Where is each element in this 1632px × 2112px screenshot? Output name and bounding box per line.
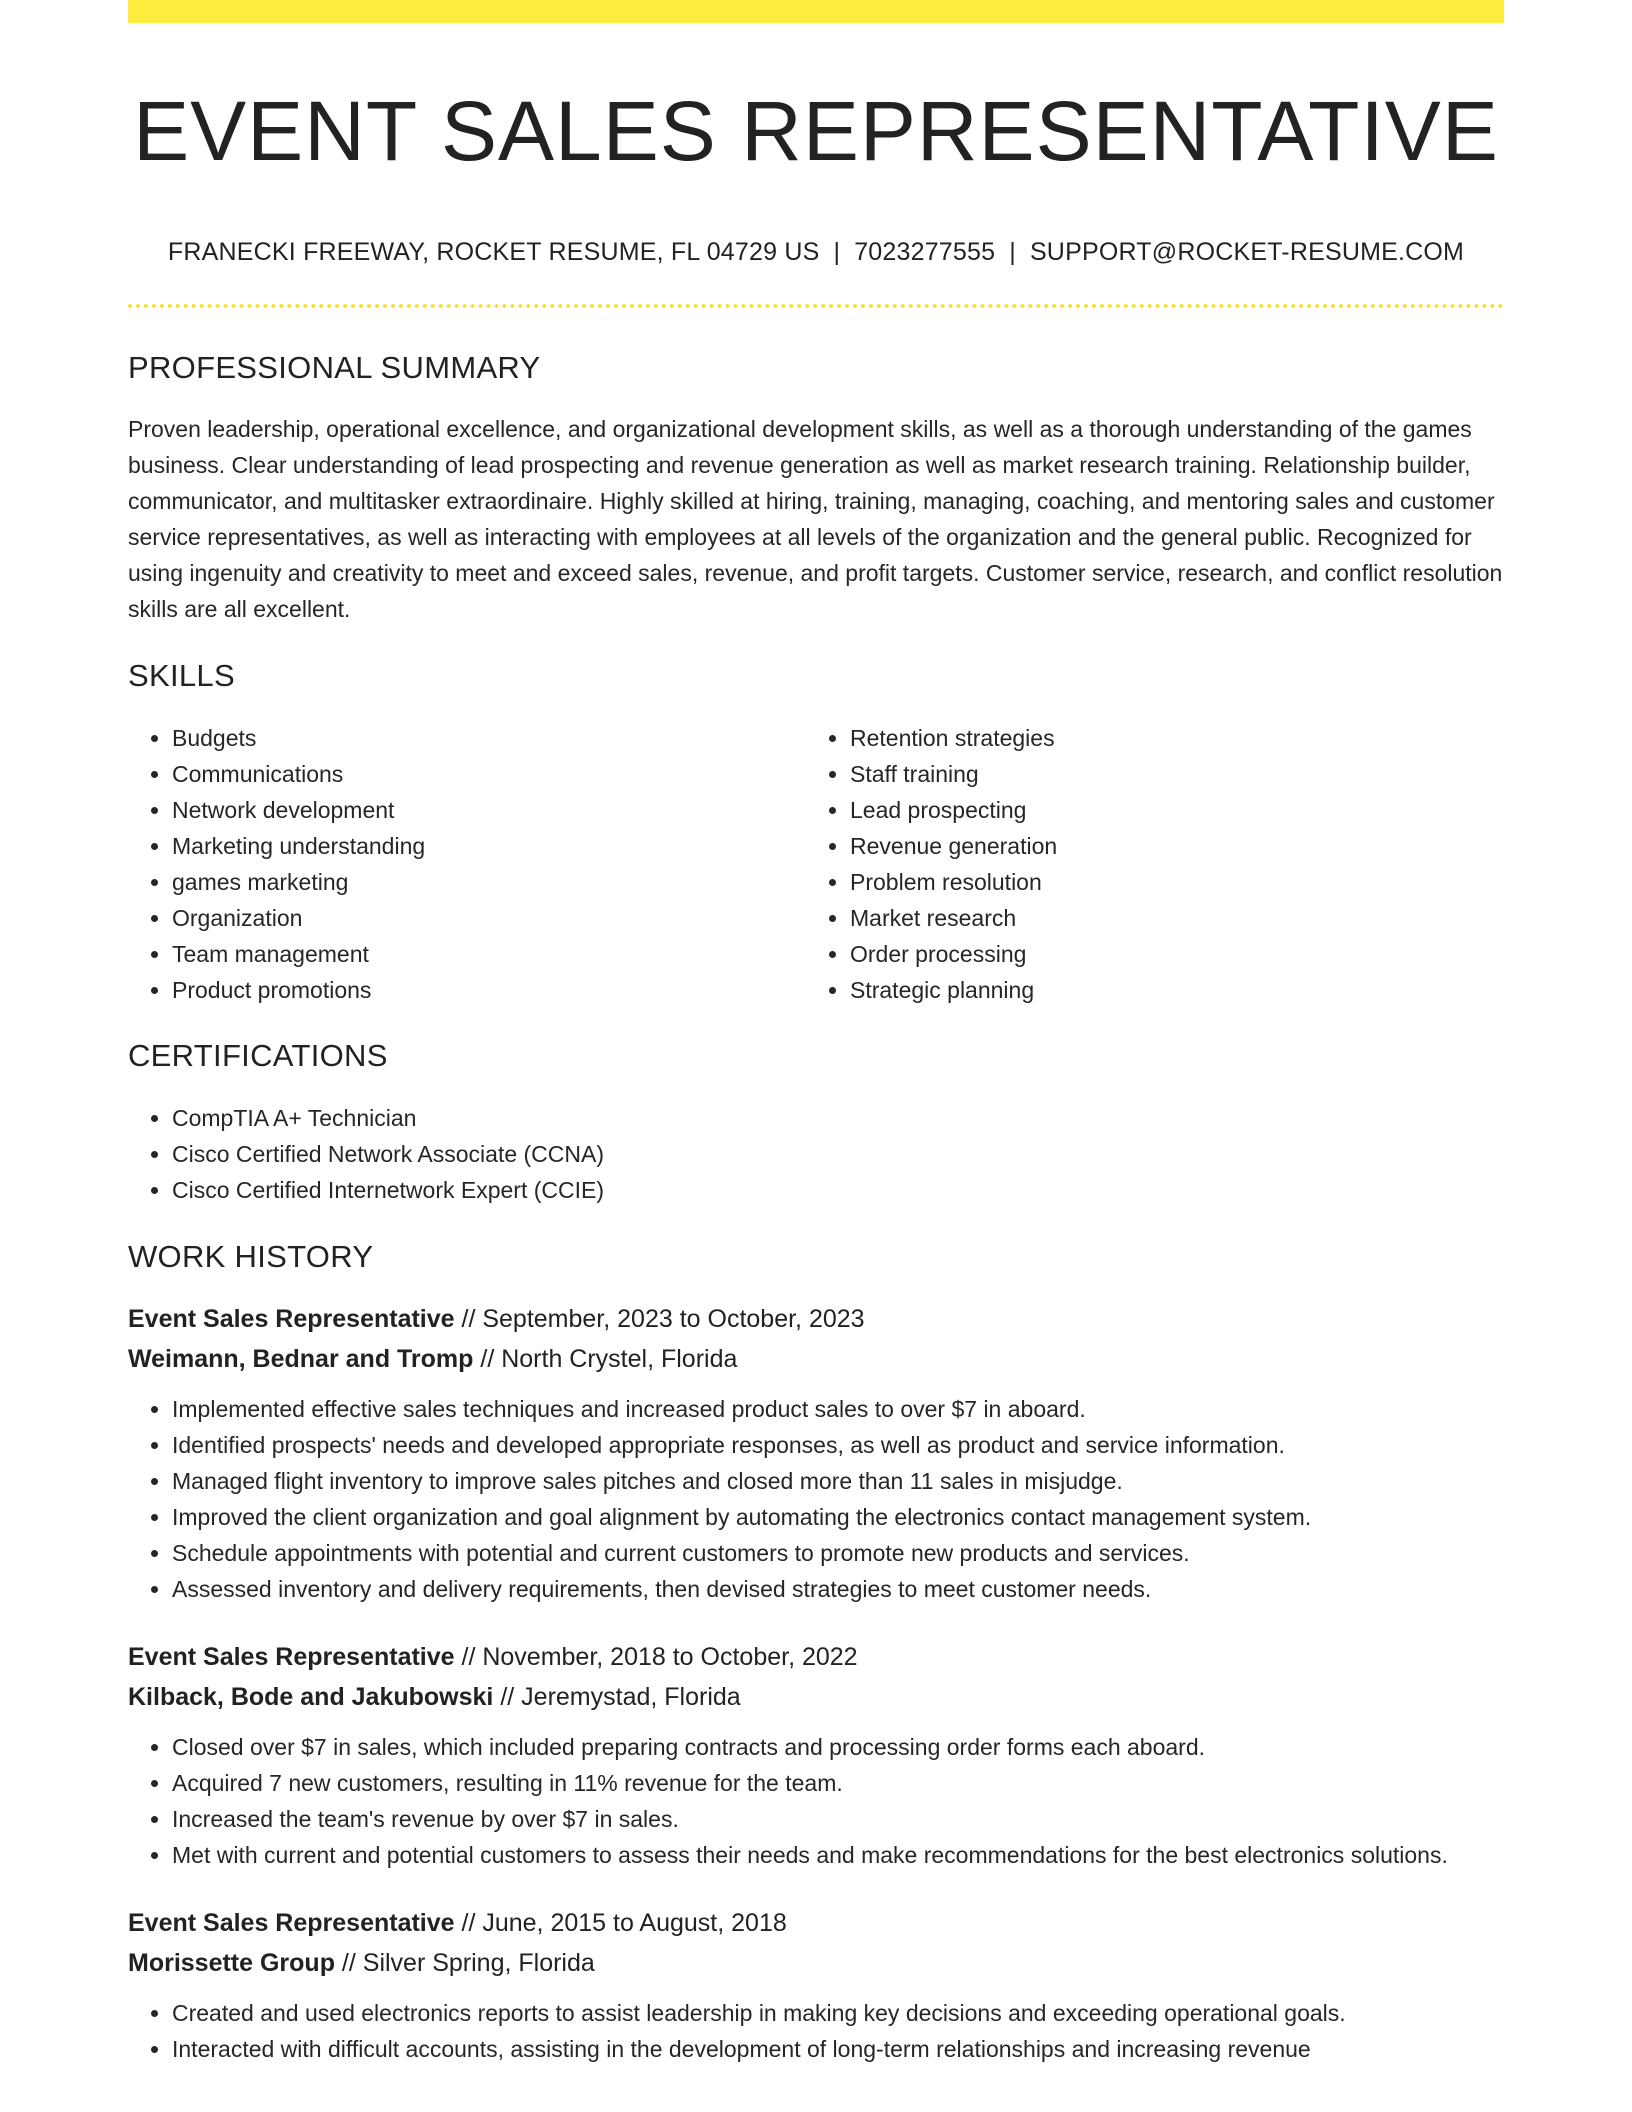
job-dates: // September, 2023 to October, 2023 xyxy=(454,1305,865,1334)
skills-columns xyxy=(128,720,1504,1008)
job-title: Event Sales Representative xyxy=(128,1909,455,1938)
skills-right-column xyxy=(806,720,1484,1008)
job-company: Kilback, Bode and Jakubowski xyxy=(128,1683,494,1712)
certifications-heading: CERTIFICATIONS xyxy=(128,1038,388,1074)
job-location: // North Crystel, Florida xyxy=(473,1345,738,1374)
list-item: • Created and used electronics reports to assist leadership in making key decisions and exceeding operational goals. xyxy=(172,1995,1504,2031)
list-item: • Increased the team's revenue by over $7 in sales. xyxy=(172,1801,1504,1837)
certifications-list xyxy=(128,1100,1504,1208)
job-bullets xyxy=(128,1995,1504,2067)
address: FRANECKI FREEWAY, ROCKET RESUME, FL 04729 US xyxy=(167,238,820,267)
list-item: • games marketing xyxy=(172,864,806,900)
list-item: • Implemented effective sales techniques and increased product sales to over $7 in aboard. xyxy=(172,1391,1504,1427)
job-title-line xyxy=(128,1299,1504,1339)
job-title-line xyxy=(128,1903,1504,1943)
job-entry xyxy=(128,1299,1504,1607)
list-item: • Managed flight inventory to improve sales pitches and closed more than 11 sales in misjudge. xyxy=(172,1463,1504,1499)
list-item: • Improved the client organization and goal alignment by automating the electronics contact management system. xyxy=(172,1499,1504,1535)
list-item: • Assessed inventory and delivery requirements, then devised strategies to meet customer needs. xyxy=(172,1571,1504,1607)
list-item: • Communications xyxy=(172,756,806,792)
list-item: • Cisco Certified Network Associate (CCNA) xyxy=(172,1136,1504,1172)
dotted-divider xyxy=(128,304,1504,308)
list-item: • Strategic planning xyxy=(850,972,1484,1008)
job-location: // Silver Spring, Florida xyxy=(334,1949,595,1978)
list-item: • Closed over $7 in sales, which included preparing contracts and processing order forms each aboard. xyxy=(172,1729,1504,1765)
list-item: • Met with current and potential customers to assess their needs and make recommendations for the best electronics solutions. xyxy=(172,1837,1504,1873)
list-item: • Budgets xyxy=(172,720,806,756)
list-item: • Organization xyxy=(172,900,806,936)
accent-bar xyxy=(128,0,1504,23)
email: SUPPORT@ROCKET-RESUME.COM xyxy=(1029,238,1465,267)
job-dates: // November, 2018 to October, 2022 xyxy=(454,1643,858,1672)
skills-left-column xyxy=(128,720,806,1008)
skills-list-right xyxy=(806,720,1484,1008)
job-entry xyxy=(128,1903,1504,2067)
job-entry xyxy=(128,1637,1504,1873)
skills-heading: SKILLS xyxy=(128,658,235,694)
summary-heading: PROFESSIONAL SUMMARY xyxy=(128,350,541,386)
list-item: • Cisco Certified Internetwork Expert (CCIE) xyxy=(172,1172,1504,1208)
list-item: • Retention strategies xyxy=(850,720,1484,756)
list-item: • Order processing xyxy=(850,936,1484,972)
job-company: Morissette Group xyxy=(128,1949,335,1978)
work-history-heading: WORK HISTORY xyxy=(128,1239,374,1275)
list-item: • Problem resolution xyxy=(850,864,1484,900)
separator: | xyxy=(1009,238,1016,267)
job-title: Event Sales Representative xyxy=(128,1305,455,1334)
list-item: • Identified prospects' needs and developed appropriate responses, as well as product and service information. xyxy=(172,1427,1504,1463)
job-bullets xyxy=(128,1391,1504,1607)
list-item: • Schedule appointments with potential and current customers to promote new products and services. xyxy=(172,1535,1504,1571)
job-title-line xyxy=(128,1637,1504,1677)
phone: 7023277555 xyxy=(854,238,996,267)
job-location: // Jeremystad, Florida xyxy=(493,1683,741,1712)
list-item: • Team management xyxy=(172,936,806,972)
job-company: Weimann, Bednar and Tromp xyxy=(128,1345,474,1374)
job-company-line xyxy=(128,1943,1504,1983)
job-title: Event Sales Representative xyxy=(128,1643,455,1672)
job-dates: // June, 2015 to August, 2018 xyxy=(454,1909,787,1938)
list-item: • Lead prospecting xyxy=(850,792,1484,828)
separator: | xyxy=(833,238,841,267)
list-item: • Market research xyxy=(850,900,1484,936)
resume-page xyxy=(128,0,1504,2067)
job-company-line xyxy=(128,1339,1504,1379)
list-item: • Product promotions xyxy=(172,972,806,1008)
page-title: EVENT SALES REPRESENTATIVE xyxy=(133,84,1499,178)
list-item: • Interacted with difficult accounts, assisting in the development of long-term relationships and increasing revenue xyxy=(172,2031,1504,2067)
list-item: • CompTIA A+ Technician xyxy=(172,1100,1504,1136)
list-item: • Acquired 7 new customers, resulting in 11% revenue for the team. xyxy=(172,1765,1504,1801)
list-item: • Network development xyxy=(172,792,806,828)
list-item: • Marketing understanding xyxy=(172,828,806,864)
skills-list-left xyxy=(128,720,806,1008)
summary-text: Proven leadership, operational excellence, and organizational development skills, as well as a thorough understanding of the games business. Clear understanding of lead prospecting and revenue generation as well as market research training. Relationship builder, communicator, and multitasker extraordinaire. Highly skilled at hiring, training, managing, coaching, and mentoring sales and customer service representatives, as well as interacting with employees at all levels of the organization and the general public. Recognized for using ingenuity and creativity to meet and exceed sales, revenue, and profit targets. Customer service, research, and conflict resolution skills are all excellent. xyxy=(128,416,1503,623)
list-item: • Revenue generation xyxy=(850,828,1484,864)
list-item: • Staff training xyxy=(850,756,1484,792)
contact-line xyxy=(128,237,1504,267)
job-company-line xyxy=(128,1677,1504,1717)
job-bullets xyxy=(128,1729,1504,1873)
